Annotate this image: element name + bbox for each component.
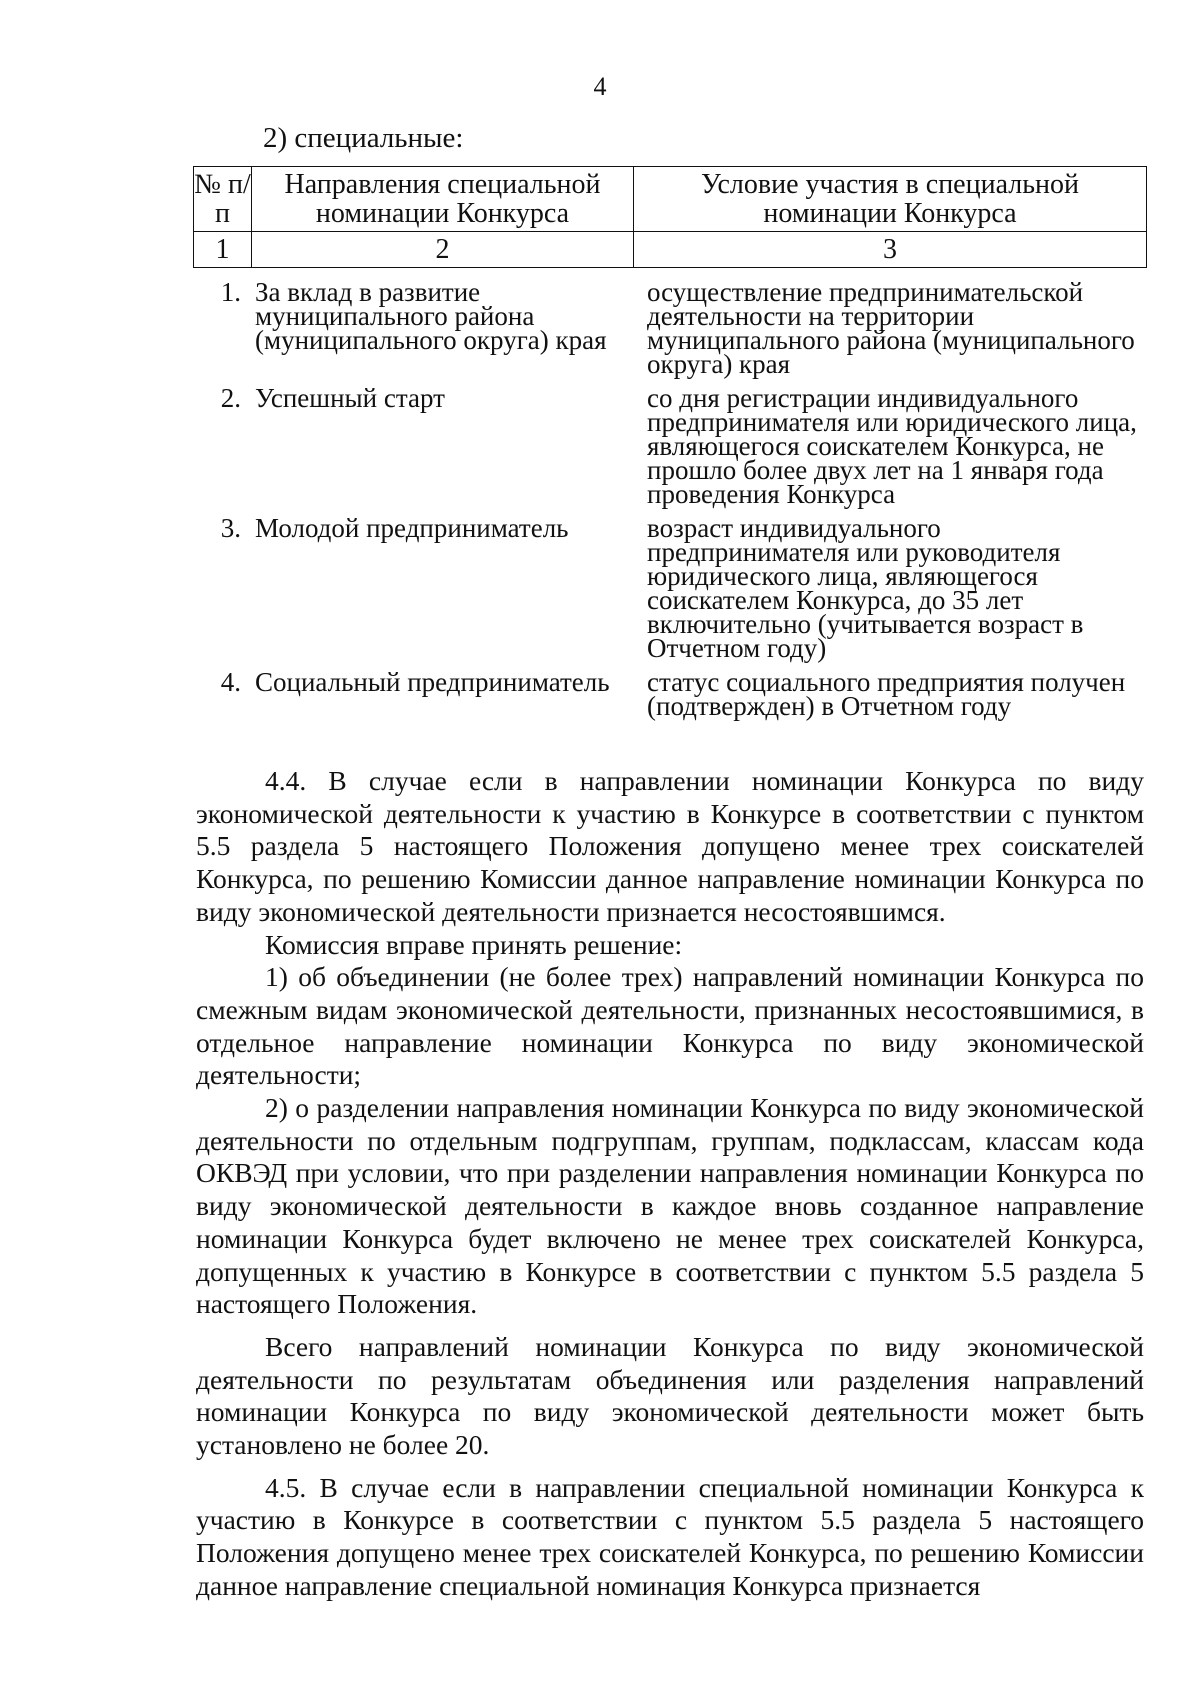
row-direction: Успешный старт (255, 383, 445, 413)
row-condition: возраст индивидуального предпринимателя или руководителя юридического лица, являющегося соискателем Конкурса, до 35 лет включительно (учитывается возраст в Отчетном году) (647, 513, 1084, 663)
header-condition: Условие участия в специальной номинации Конкурса (634, 167, 1147, 232)
paragraph-merge: 1) об объединении (не более трех) направлений номинации Конкурса по смежным видам экономической деятельности, признанных несостоявшимися, в отдельное направление номинации Конкурса по виду экономической деятельности; (196, 961, 1144, 1091)
table-row (193, 277, 1146, 379)
table-row (193, 383, 1146, 509)
table-body (193, 277, 1146, 728)
page-number: 4 (593, 72, 607, 101)
table-row (193, 667, 1146, 721)
column-number-1: 1 (194, 232, 252, 268)
column-number-2: 2 (252, 232, 634, 268)
row-direction: Молодой предприниматель (255, 513, 569, 543)
list-label: 2) специальные: (263, 122, 464, 154)
row-condition: со дня регистрации индивидуального предпринимателя или юридического лица, являющегося соискателем Конкурса, не прошло более двух лет на 1 января года проведения Конкурса (647, 383, 1137, 509)
body-text (196, 765, 1144, 1603)
row-direction: Социальный предприниматель (255, 667, 610, 697)
header-number: № п/п (194, 167, 252, 232)
row-direction: За вклад в развитие муниципального района (муниципального округа) края (255, 277, 607, 355)
row-condition: статус социального предприятия получен (подтвержден) в Отчетном году (647, 667, 1126, 721)
row-condition: осуществление предпринимательской деятельности на территории муниципального района (муниципального округа) края (647, 277, 1135, 379)
table-row (193, 513, 1146, 663)
row-number: 3. (220, 513, 241, 543)
paragraph-commission: Комиссия вправе принять решение: (265, 928, 683, 960)
table-header (193, 166, 1147, 268)
paragraph-total: Всего направлений номинации Конкурса по виду экономической деятельности по результатам объединения или разделения направлений номинации Конкурса по виду экономической деятельности может быть установлено не более 20. (196, 1330, 1144, 1461)
paragraph-4-4: 4.4. В случае если в направлении номинации Конкурса по виду экономической деятельности к участию в Конкурсе в соответствии с пунктом 5.5 раздела 5 настоящего Положения допущено менее трех соискателей Конкурса, по решению Комиссии данное направление номинации Конкурса по виду экономической деятельности признается несостоявшимся. (196, 765, 1144, 927)
column-number-3: 3 (634, 232, 1147, 268)
row-number: 2. (220, 383, 241, 413)
row-number: 4. (220, 667, 241, 697)
row-number: 1. (220, 277, 241, 307)
paragraph-split: 2) о разделении направления номинации Конкурса по виду экономической деятельности по отдельным подгруппам, группам, подклассам, классам кода ОКВЭД при условии, что при разделении направления номинации Конкурса по виду экономической деятельности в каждое вновь созданное направление номинации Конкурса будет включено не менее трех соискателей Конкурса, допущенных к участию в Конкурсе в соответствии с пунктом 5.5 раздела 5 настоящего Положения. (196, 1092, 1144, 1320)
header-direction: Направления специальной номинации Конкурса (252, 167, 634, 232)
paragraph-4-5: 4.5. В случае если в направлении специальной номинации Конкурса к участию в Конкурсе в соответствии с пунктом 5.5 раздела 5 настоящего Положения допущено менее трех соискателей Конкурса, по решению Комиссии данное направление специальной номинация Конкурса признается (196, 1471, 1144, 1601)
